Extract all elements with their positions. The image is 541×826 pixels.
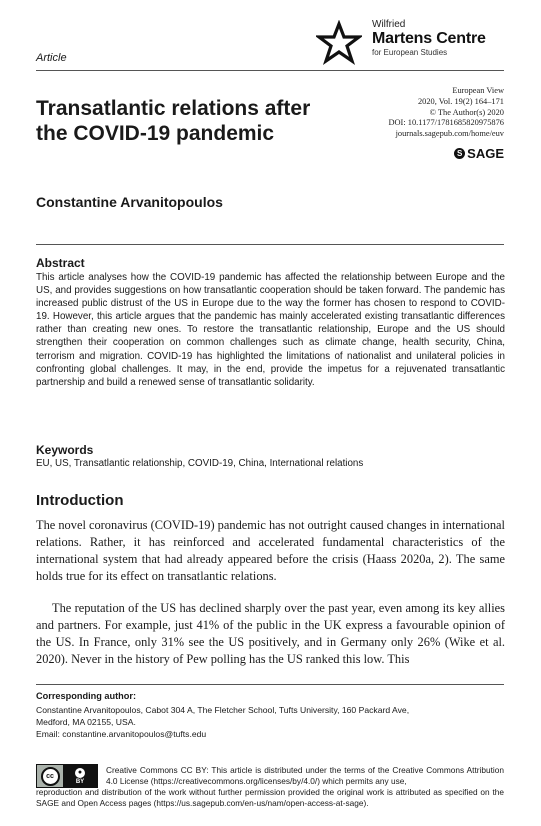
doi[interactable]: DOI: 10.1177/1781685820975876 — [388, 118, 504, 128]
corresponding-author-heading: Corresponding author: — [36, 691, 137, 701]
sage-s-icon: S — [454, 148, 465, 159]
logo-line-1: Wilfried — [372, 19, 406, 30]
publisher-logo — [372, 20, 486, 57]
license-text-rest: reproduction and distribution of the work without further permission provided the original work is attributed as specified on the SAGE and Open Access pages (https://us.sagepub.com/en-us/nam/open-access-at-sage). — [36, 787, 504, 808]
corresponding-author-city: Medford, MA 02155, USA. — [36, 717, 136, 727]
journal-meta — [304, 86, 504, 140]
logo-line-2: Martens Centre — [372, 30, 486, 47]
article-type-label: Article — [36, 52, 67, 64]
copyright: © The Author(s) 2020 — [429, 107, 504, 117]
person-icon: ● — [75, 768, 85, 778]
sage-wordmark: SAGE — [467, 146, 504, 161]
corresponding-author-details — [36, 704, 496, 740]
author-name: Constantine Arvanitopoulos — [36, 194, 223, 210]
cc-by-badge[interactable] — [36, 764, 98, 788]
journal-url[interactable]: journals.sagepub.com/home/euv — [395, 129, 504, 139]
logo-line-3: for European Studies — [372, 48, 448, 57]
header-divider — [36, 70, 504, 71]
introduction-paragraph-1: The novel coronavirus (COVID-19) pandemic has not outright caused changes in international relations. Rather, it has reinforced and accelerated fundamental characteristics of the international system that had already appeared before the crisis (Haass 2020a, 2). The same holds true for its effect on transatlantic relations. — [36, 518, 505, 584]
journal-volume: 2020, Vol. 19(2) 164–171 — [417, 96, 504, 106]
corresponding-author-email[interactable]: Email: constantine.arvanitopoulos@tufts.edu — [36, 729, 207, 739]
by-label: BY — [75, 778, 85, 785]
introduction-heading: Introduction — [36, 492, 124, 509]
article-title: Transatlantic relations after the COVID-19 pandemic — [36, 97, 311, 145]
sage-logo — [454, 146, 504, 161]
journal-name: European View — [452, 86, 504, 95]
abstract-text: This article analyses how the COVID-19 pandemic has affected the relationship between Europe and the US, and provides suggestions on how transatlantic cooperation should be taken forward. The pandemic has increased public distrust of the US in Europe due to the way the former has chosen to respond to COVID-19. However, this article argues that the pandemic has mainly accelerated existing transatlantic differences rather than creating new ones. To restore the transatlantic relationship, Europe and the US should strengthen their cooperation on common challenges such as climate change, health security, China, terrorism and migration. COVID-19 has highlighted the limitations of nationalist and unilateral policies in confronting global challenges. It may, in the end, provide the impetus for a rejuvenated transatlantic partnership and build a renewed sense of transatlantic solidarity. — [36, 272, 505, 388]
footnote-divider — [36, 684, 504, 685]
corresponding-author-address: Constantine Arvanitopoulos, Cabot 304 A, The Fletcher School, Tufts University, 160 Packard Ave, — [36, 705, 410, 715]
abstract-heading: Abstract — [36, 256, 85, 270]
keywords-text: EU, US, Transatlantic relationship, COVID-19, China, International relations — [36, 458, 364, 469]
cc-icon: cc — [41, 767, 60, 786]
keywords-heading: Keywords — [36, 443, 94, 457]
introduction-paragraph-2: The reputation of the US has declined sharply over the past year, even among its key allies and partners. For example, just 41% of the public in the UK express a favourable opinion of the US. In France, only 31% see the US positively, and in Germany only 26% (Wike et al. 2020). Never in the history of Pew polling has the US ranked this low. This — [36, 601, 505, 667]
star-outline-icon — [316, 20, 362, 66]
license-text-first: Creative Commons CC BY: This article is distributed under the terms of the Creative Commons Attribution 4.0 License (https://creativecommons.org/licenses/by/4.0/) which permits any use, — [106, 765, 504, 786]
abstract-divider — [36, 244, 504, 245]
